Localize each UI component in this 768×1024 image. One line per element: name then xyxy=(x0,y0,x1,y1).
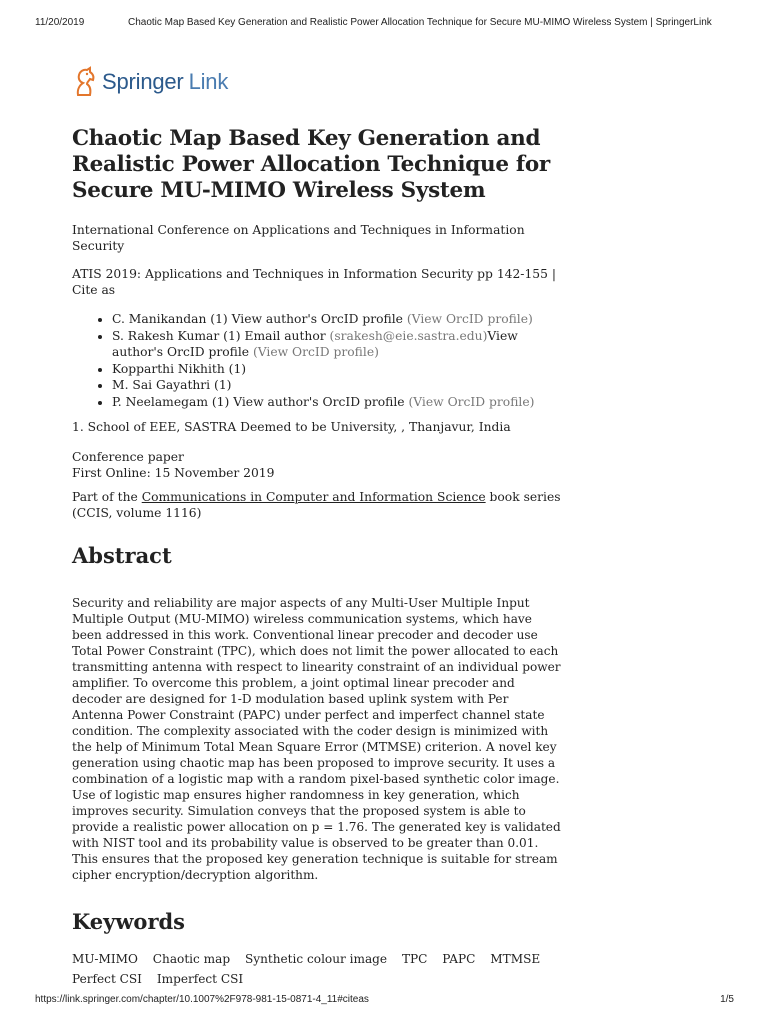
keyword-item[interactable]: PAPC xyxy=(442,952,476,966)
keyword-item[interactable]: MU-MIMO xyxy=(72,952,138,966)
keyword-item[interactable]: Chaotic map xyxy=(152,952,231,966)
series-link[interactable]: Communications in Computer and Information Science xyxy=(141,490,486,504)
author-item[interactable]: • S. Rakesh Kumar (1) Email author (srakesh@eie.sastra.edu)View author's OrcID profile (View OrcID profile) xyxy=(112,328,572,361)
springerlink-logo[interactable] xyxy=(72,64,228,100)
keyword-item[interactable]: MTMSE xyxy=(490,952,541,966)
keyword-item[interactable]: Perfect CSI xyxy=(72,972,142,986)
series-info: Part of the Communications in Computer and Information Science book series (CCIS, volume 1116) xyxy=(72,490,561,520)
keywords-heading: Keywords xyxy=(72,909,186,934)
author-item[interactable]: • C. Manikandan (1) View author's OrcID profile (View OrcID profile) xyxy=(112,311,572,328)
main-content xyxy=(72,126,572,989)
author-item[interactable]: • P. Neelamegam (1) View author's OrcID profile (View OrcID profile) xyxy=(112,394,572,411)
abstract-text: Security and reliability are major aspects of any Multi-User Multiple Input Multiple Output (MU-MIMO) wireless communication systems, which have been addressed in this work. Conventional linear precoder and decoder use Total Power Constraint (TPC), which does not limit the power allocated to each transmitting antenna with respect to linearity constraint of an individual power amplifier. To overcome this problem, a joint optimal linear precoder and decoder are designed for 1-D modulation based uplink system with Per Antenna Power Constraint (PAPC) under perfect and imperfect channel state condition. The complexity associated with the coder design is minimized with the help of Minimum Total Mean Square Error (MTMSE) criterion. A novel key generation using chaotic map has been proposed to improve security. It uses a combination of a logistic map with a random pixel-based synthetic color image. Use of logistic map ensures higher randomness in key generation, which improves security. Simulation conveys that the proposed system is able to provide a realistic power allocation on p = 1.76. The generated key is validated with NIST tool and its probability value is observed to be greater than 0.01. This ensures that the proposed key generation technique is suitable for stream cipher encryption/decryption algorithm. xyxy=(72,596,561,882)
print-header xyxy=(0,0,768,34)
brand-name: Springer Link xyxy=(102,69,229,94)
first-online-date: First Online: 15 November 2019 xyxy=(72,466,275,480)
author-item[interactable]: • M. Sai Gayathri (1) xyxy=(112,377,572,394)
print-url: https://link.springer.com/chapter/10.1007%2F978-981-15-0871-4_11#citeas xyxy=(35,994,369,1005)
print-page-title: Chaotic Map Based Key Generation and Realistic Power Allocation Technique for Secure MU-MIMO Wireless System | SpringerLink xyxy=(128,17,712,28)
conference-name[interactable]: International Conference on Applications and Techniques in Information Security xyxy=(72,223,525,253)
abstract-heading: Abstract xyxy=(72,543,172,568)
print-date: 11/20/2019 xyxy=(35,17,85,28)
proceedings-info[interactable]: ATIS 2019: Applications and Techniques in Information Security pp 142-155 | Cite as xyxy=(72,267,556,297)
author-item[interactable]: • Kopparthi Nikhith (1) xyxy=(112,361,572,378)
keyword-list xyxy=(72,949,572,989)
author-email: (srakesh@eie.sastra.edu) xyxy=(329,328,488,343)
page-number: 1/5 xyxy=(720,994,734,1005)
keyword-item[interactable]: Synthetic colour image xyxy=(244,952,388,966)
print-footer xyxy=(0,994,768,1024)
springer-horse-icon xyxy=(72,65,98,99)
keyword-item[interactable]: Imperfect CSI xyxy=(156,972,244,986)
content-type: Conference paper xyxy=(72,450,184,464)
affiliation: 1. School of EEE, SASTRA Deemed to be University, , Thanjavur, India xyxy=(72,420,511,434)
author-list xyxy=(72,311,572,410)
keyword-item[interactable]: TPC xyxy=(401,952,428,966)
paper-title: Chaotic Map Based Key Generation and Realistic Power Allocation Technique for Secure MU-MIMO Wireless System xyxy=(72,126,550,203)
